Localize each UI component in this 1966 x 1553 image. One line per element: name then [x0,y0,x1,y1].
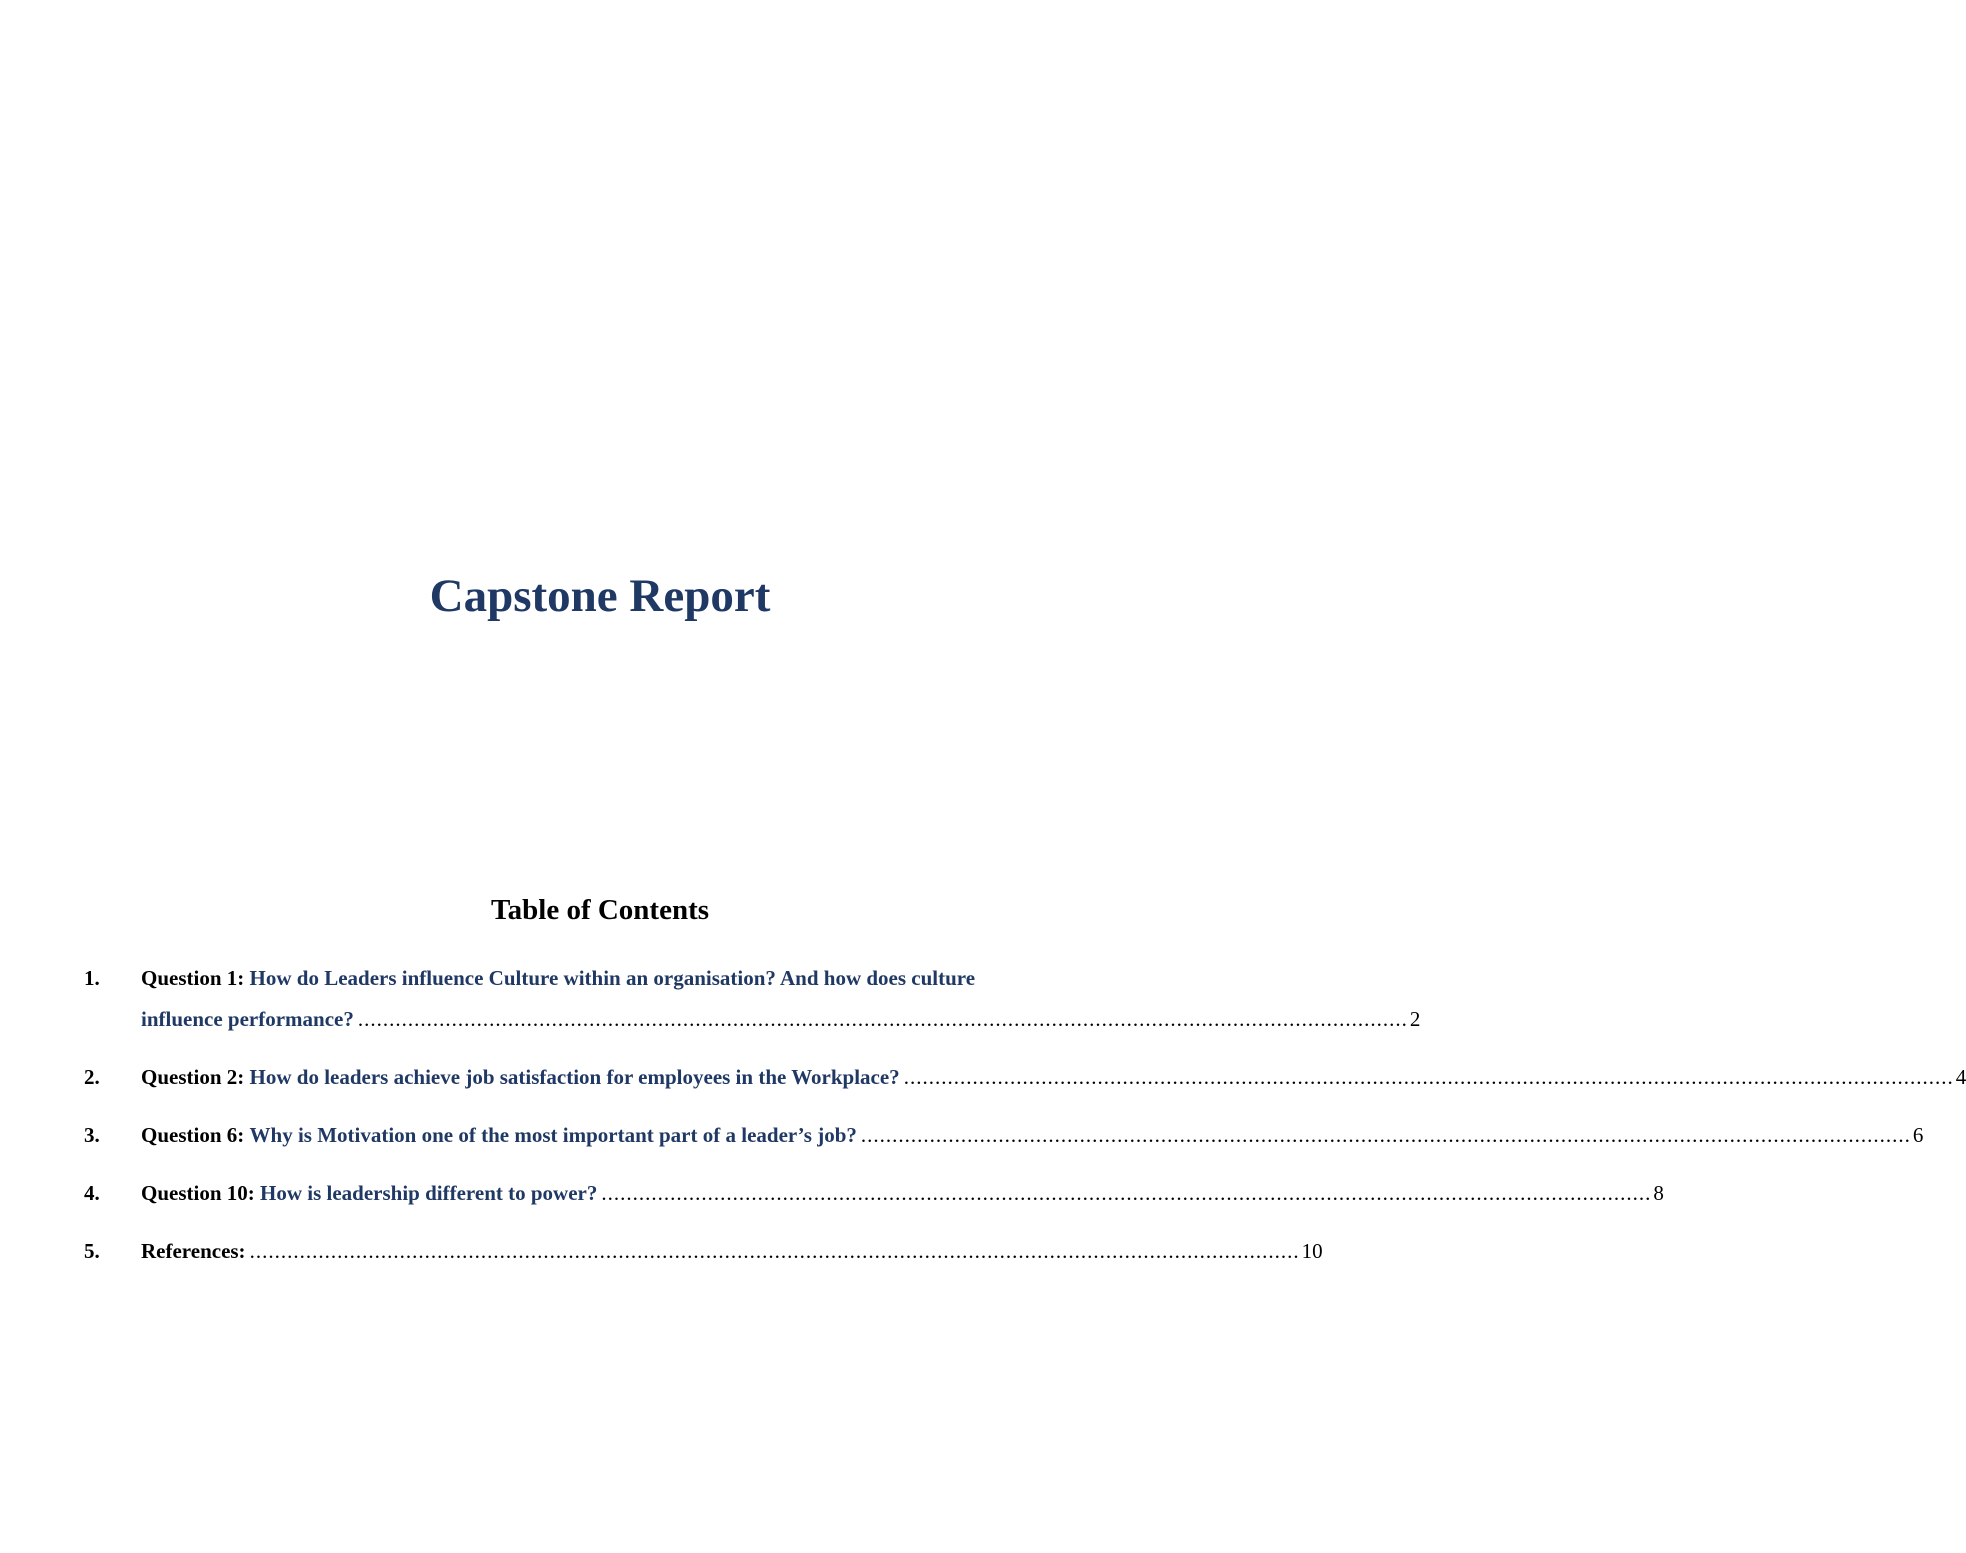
dot-leader: ........................................................................................................................................................................ [601,1181,1652,1205]
toc-entry-5[interactable] [84,1231,1323,1272]
toc-entry-number: 1. [84,966,100,990]
toc-entry-text[interactable]: Why is Motivation one of the most important part of a leader’s job? [249,1123,857,1147]
toc-entry-page: 8 [1653,1181,1664,1205]
toc-entry-prefix: Question 1: [141,966,245,990]
toc-entry-number: 3. [84,1123,100,1147]
toc-entry-line [141,1057,1966,1098]
toc-entry-line [141,1231,1323,1272]
toc-heading: Table of Contents [490,894,710,926]
toc-entry-number: 4. [84,1181,100,1205]
dot-leader: ........................................................................................................................................................................ [249,1239,1300,1263]
dot-leader: ........................................................................................................................................................................ [357,1007,1408,1031]
toc-entry-1[interactable] [84,958,1421,1040]
document-title: Capstone Report [429,570,771,622]
toc-entry-prefix: Question 6: [141,1123,245,1147]
toc-entry-prefix: Question 2: [141,1065,245,1089]
toc-entry-4[interactable] [84,1173,1664,1214]
toc-entry-number: 5. [84,1239,100,1263]
toc-entry-page: 10 [1301,1239,1323,1263]
toc-entry-2[interactable] [84,1057,1966,1098]
toc-entry-number: 2. [84,1065,100,1089]
toc-entry-text[interactable]: How do Leaders influence Culture within an organisation? And how does culture [249,966,976,990]
toc-entry-prefix[interactable]: References: [141,1239,246,1263]
toc-entry-3[interactable] [84,1115,1924,1156]
toc-entry-page: 4 [1955,1065,1966,1089]
toc-entry-text[interactable]: How is leadership different to power? [260,1181,598,1205]
toc-entry-prefix: Question 10: [141,1181,255,1205]
toc-entry-line [141,1173,1664,1214]
toc-entry-page: 2 [1409,1007,1421,1031]
toc-entry-line [141,958,1058,999]
toc-entry-line [141,999,1421,1040]
toc-entry-line [141,1115,1924,1156]
toc-entry-text[interactable]: How do leaders achieve job satisfaction for employees in the Workplace? [249,1065,900,1089]
dot-leader: ........................................................................................................................................................................ [860,1123,1911,1147]
toc-entry-page: 6 [1912,1123,1924,1147]
toc-list [84,958,1966,1289]
toc-entry-text[interactable]: influence performance? [141,1007,354,1031]
dot-leader: ........................................................................................................................................................................ [903,1065,1954,1089]
